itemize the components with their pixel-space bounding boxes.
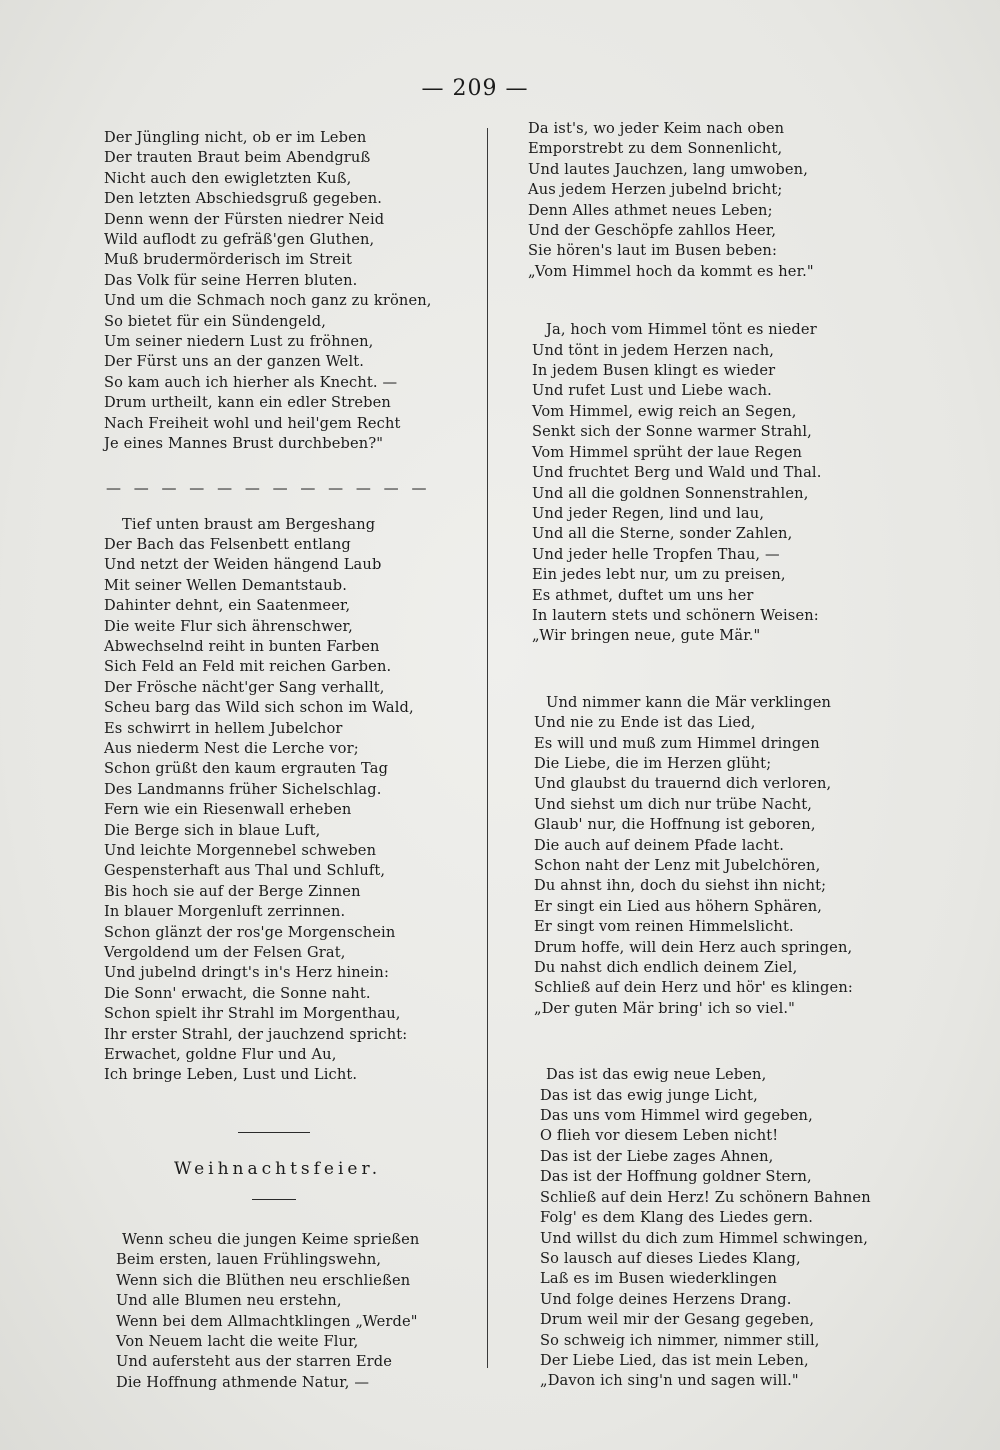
verse-line: Und all die goldnen Sonnenstrahlen, bbox=[532, 484, 809, 502]
verse-line: Der Fürst uns an der ganzen Welt. bbox=[104, 353, 365, 371]
verse-line: Von Neuem lacht die weite Flur, bbox=[116, 1332, 359, 1350]
verse-line: Und um die Schmach noch ganz zu krönen, bbox=[104, 292, 432, 310]
verse-line: Wenn scheu die jungen Keime sprießen bbox=[122, 1230, 420, 1248]
verse-line: Und lautes Jauchzen, lang umwoben, bbox=[528, 160, 808, 178]
verse-line: Und glaubst du trauernd dich verloren, bbox=[534, 775, 832, 793]
verse-line: Die Sonn' erwacht, die Sonne naht. bbox=[104, 984, 371, 1002]
verse-line: Der Frösche nächt'ger Sang verhallt, bbox=[104, 678, 385, 696]
verse-line: Aus niederm Nest die Lerche vor; bbox=[104, 739, 359, 757]
verse-line: Denn Alles athmet neues Leben; bbox=[528, 201, 773, 219]
verse-line: Wenn bei dem Allmachtklingen „Werde" bbox=[116, 1312, 418, 1330]
verse-line: In jedem Busen klingt es wieder bbox=[532, 362, 776, 380]
verse-line: Der Liebe Lied, das ist mein Leben, bbox=[540, 1351, 809, 1369]
verse-line: „Davon ich sing'n und sagen will." bbox=[540, 1372, 799, 1390]
stanza-left-1 bbox=[104, 128, 474, 455]
verse-line: So kam auch ich hierher als Knecht. — bbox=[104, 373, 398, 391]
verse-line: Die Liebe, die im Herzen glüht; bbox=[534, 754, 772, 772]
verse-line: Dahinter dehnt, ein Saatenmeer, bbox=[104, 597, 351, 615]
verse-line: Das ist das ewig junge Licht, bbox=[540, 1086, 758, 1104]
verse-line: Und all die Sterne, sonder Zahlen, bbox=[532, 525, 793, 543]
verse-line: Und tönt in jedem Herzen nach, bbox=[532, 341, 775, 359]
verse-line: Beim ersten, lauen Frühlingswehn, bbox=[116, 1251, 382, 1269]
verse-line: Und siehst um dich nur trübe Nacht, bbox=[534, 795, 813, 813]
poem-title: Weihnachtsfeier. bbox=[174, 1158, 382, 1179]
verse-line: Und nimmer kann die Mär verklingen bbox=[546, 693, 832, 711]
verse-line: Muß brudermörderisch im Streit bbox=[104, 251, 352, 269]
verse-line: Ja, hoch vom Himmel tönt es nieder bbox=[546, 321, 817, 339]
verse-line: So lausch auf dieses Liedes Klang, bbox=[540, 1249, 801, 1267]
stanza-right-3-body bbox=[528, 713, 888, 1019]
verse-line: Und der Geschöpfe zahllos Heer, bbox=[528, 222, 777, 240]
verse-line: Die Hoffnung athmende Natur, — bbox=[116, 1373, 370, 1391]
verse-line: Scheu barg das Wild sich schon im Wald, bbox=[104, 699, 414, 717]
verse-line: Und alle Blumen neu erstehn, bbox=[116, 1292, 342, 1310]
verse-line: Er singt vom reinen Himmelslicht. bbox=[534, 918, 794, 936]
verse-line: Es will und muß zum Himmel dringen bbox=[534, 734, 820, 752]
verse-line: Sich Feld an Feld mit reichen Garben. bbox=[104, 658, 392, 676]
verse-line: In blauer Morgenluft zerrinnen. bbox=[104, 903, 346, 921]
verse-line: O flieh vor diesem Leben nicht! bbox=[540, 1127, 779, 1145]
verse-line: Er singt ein Lied aus höhern Sphären, bbox=[534, 897, 823, 915]
verse-line: Und jeder helle Tropfen Thau, — bbox=[532, 545, 780, 563]
verse-line: Den letzten Abschiedsgruß gegeben. bbox=[104, 190, 383, 208]
verse-line: „Der guten Mär bring' ich so viel." bbox=[534, 999, 796, 1017]
verse-line: Glaub' nur, die Hoffnung ist geboren, bbox=[534, 816, 816, 834]
verse-line: Drum hoffe, will dein Herz auch springen, bbox=[534, 938, 853, 956]
verse-line: Je eines Mannes Brust durchbeben?" bbox=[104, 435, 384, 453]
verse-line: Und nie zu Ende ist das Lied, bbox=[534, 714, 756, 732]
verse-line: Du nahst dich endlich deinem Ziel, bbox=[534, 959, 798, 977]
verse-line: Nicht auch den ewigletzten Kuß, bbox=[104, 169, 352, 187]
verse-line: Der Jüngling nicht, ob er im Leben bbox=[104, 129, 367, 146]
verse-line: Und netzt der Weiden hängend Laub bbox=[104, 556, 382, 574]
verse-line: Vom Himmel, ewig reich an Segen, bbox=[532, 402, 797, 420]
verse-line: Aus jedem Herzen jubelnd bricht; bbox=[528, 181, 783, 199]
verse-line: Bis hoch sie auf der Berge Zinnen bbox=[104, 882, 361, 900]
verse-line: Tief unten braust am Bergeshang bbox=[122, 515, 376, 533]
verse-line: Vergoldend um der Felsen Grat, bbox=[104, 944, 346, 962]
verse-line: Denn wenn der Fürsten niedrer Neid bbox=[104, 210, 385, 228]
verse-line: Und fruchtet Berg und Wald und Thal. bbox=[532, 464, 822, 482]
verse-line: Der Bach das Felsenbett entlang bbox=[104, 535, 351, 553]
verse-line: „Vom Himmel hoch da kommt es her." bbox=[528, 262, 814, 280]
verse-line: Das ist der Hoffnung goldner Stern, bbox=[540, 1168, 812, 1186]
verse-line: Ein jedes lebt nur, um zu preisen, bbox=[532, 566, 786, 584]
verse-line: Erwachet, goldne Flur und Au, bbox=[104, 1046, 337, 1064]
verse-line: Schließ auf dein Herz! Zu schönern Bahnen bbox=[540, 1188, 871, 1206]
verse-line: Sie hören's laut im Busen beben: bbox=[528, 242, 778, 260]
verse-line: Die weite Flur sich ährenschwer, bbox=[104, 617, 353, 635]
verse-line: So schweig ich nimmer, nimmer still, bbox=[540, 1331, 820, 1349]
verse-line: Schon spielt ihr Strahl im Morgenthau, bbox=[104, 1005, 401, 1023]
verse-line: In lautern stets und schönern Weisen: bbox=[532, 606, 819, 624]
verse-line: Laß es im Busen wiederklingen bbox=[540, 1270, 778, 1288]
stanza-right-3 bbox=[528, 693, 888, 713]
verse-line: Senkt sich der Sonne warmer Strahl, bbox=[532, 423, 812, 441]
stanza-left-2 bbox=[104, 515, 474, 535]
stanza-left-2-body bbox=[104, 535, 474, 1086]
verse-line: Das uns vom Himmel wird gegeben, bbox=[540, 1107, 813, 1125]
verse-line: Schließ auf dein Herz und hör' es klingen: bbox=[534, 979, 853, 997]
column-divider bbox=[487, 128, 488, 1368]
verse-line: Und willst du dich zum Himmel schwingen, bbox=[540, 1229, 868, 1247]
verse-line: Die auch auf deinem Pfade lacht. bbox=[534, 836, 785, 854]
stanza-left-3 bbox=[104, 1230, 474, 1250]
verse-line: Des Landmanns früher Sichelschlag. bbox=[104, 780, 382, 798]
verse-line: Der trauten Braut beim Abendgruß bbox=[104, 149, 371, 167]
stanza-left-3-body bbox=[104, 1250, 474, 1393]
verse-line: Es schwirrt in hellem Jubelchor bbox=[104, 719, 343, 737]
verse-line: Folg' es dem Klang des Liedes gern. bbox=[540, 1209, 814, 1227]
verse-line: Ihr erster Strahl, der jauchzend spricht: bbox=[104, 1025, 408, 1043]
stanza-right-1 bbox=[528, 119, 888, 282]
verse-line: Da ist's, wo jeder Keim nach oben bbox=[528, 120, 785, 137]
verse-line: Und jubelnd dringt's in's Herz hinein: bbox=[104, 964, 390, 982]
verse-line: Und jeder Regen, lind und lau, bbox=[532, 504, 765, 522]
verse-line: Um seiner niedern Lust zu fröhnen, bbox=[104, 333, 374, 351]
verse-line: Und folge deines Herzens Drang. bbox=[540, 1290, 792, 1308]
verse-line: Und aufersteht aus der starren Erde bbox=[116, 1353, 393, 1371]
verse-line: Mit seiner Wellen Demantstaub. bbox=[104, 576, 348, 594]
verse-line: „Wir bringen neue, gute Mär." bbox=[532, 627, 761, 645]
verse-line: Nach Freiheit wohl und heil'gem Recht bbox=[104, 414, 401, 432]
verse-line: Drum weil mir der Gesang gegeben, bbox=[540, 1311, 815, 1329]
verse-line: Ich bringe Leben, Lust und Licht. bbox=[104, 1066, 358, 1084]
verse-line: Es athmet, duftet um uns her bbox=[532, 586, 754, 604]
left-column bbox=[104, 128, 474, 1393]
stanza-right-2-body bbox=[528, 341, 888, 647]
stanza-right-4-body bbox=[528, 1086, 888, 1392]
right-column bbox=[528, 119, 888, 1392]
verse-line: Drum urtheilt, kann ein edler Streben bbox=[104, 394, 391, 412]
title-rule-top bbox=[238, 1132, 310, 1133]
verse-line: Das Volk für seine Herren bluten. bbox=[104, 271, 358, 289]
verse-line: Vom Himmel sprüht der laue Regen bbox=[532, 443, 803, 461]
verse-line: Das ist das ewig neue Leben, bbox=[546, 1066, 767, 1084]
verse-line: Wenn sich die Blüthen neu erschließen bbox=[116, 1271, 411, 1289]
verse-line: Fern wie ein Riesenwall erheben bbox=[104, 801, 352, 819]
verse-line: Und leichte Morgennebel schweben bbox=[104, 842, 377, 859]
verse-line: Emporstrebt zu dem Sonnenlicht, bbox=[528, 140, 783, 158]
verse-line: Abwechselnd reiht in bunten Farben bbox=[104, 637, 380, 655]
verse-line: Gespensterhaft aus Thal und Schluft, bbox=[104, 862, 386, 880]
page-number: — 209 — bbox=[421, 76, 529, 101]
verse-line: Das ist der Liebe zages Ahnen, bbox=[540, 1147, 774, 1165]
verse-line: Du ahnst ihn, doch du siehst ihn nicht; bbox=[534, 877, 827, 895]
verse-line: Schon glänzt der ros'ge Morgenschein bbox=[104, 923, 396, 941]
verse-line: Wild auflodt zu gefräß'gen Gluthen, bbox=[104, 231, 375, 249]
verse-line: Schon naht der Lenz mit Jubelchören, bbox=[534, 857, 821, 874]
dash-separator: — — — — — — — — — — — — bbox=[106, 478, 431, 497]
stanza-right-2 bbox=[528, 320, 888, 340]
verse-line: Und rufet Lust und Liebe wach. bbox=[532, 382, 772, 400]
verse-line: Die Berge sich in blaue Luft, bbox=[104, 821, 321, 839]
stanza-right-4 bbox=[528, 1065, 888, 1085]
verse-line: Schon grüßt den kaum ergrauten Tag bbox=[104, 760, 389, 778]
verse-line: So bietet für ein Sündengeld, bbox=[104, 312, 326, 330]
